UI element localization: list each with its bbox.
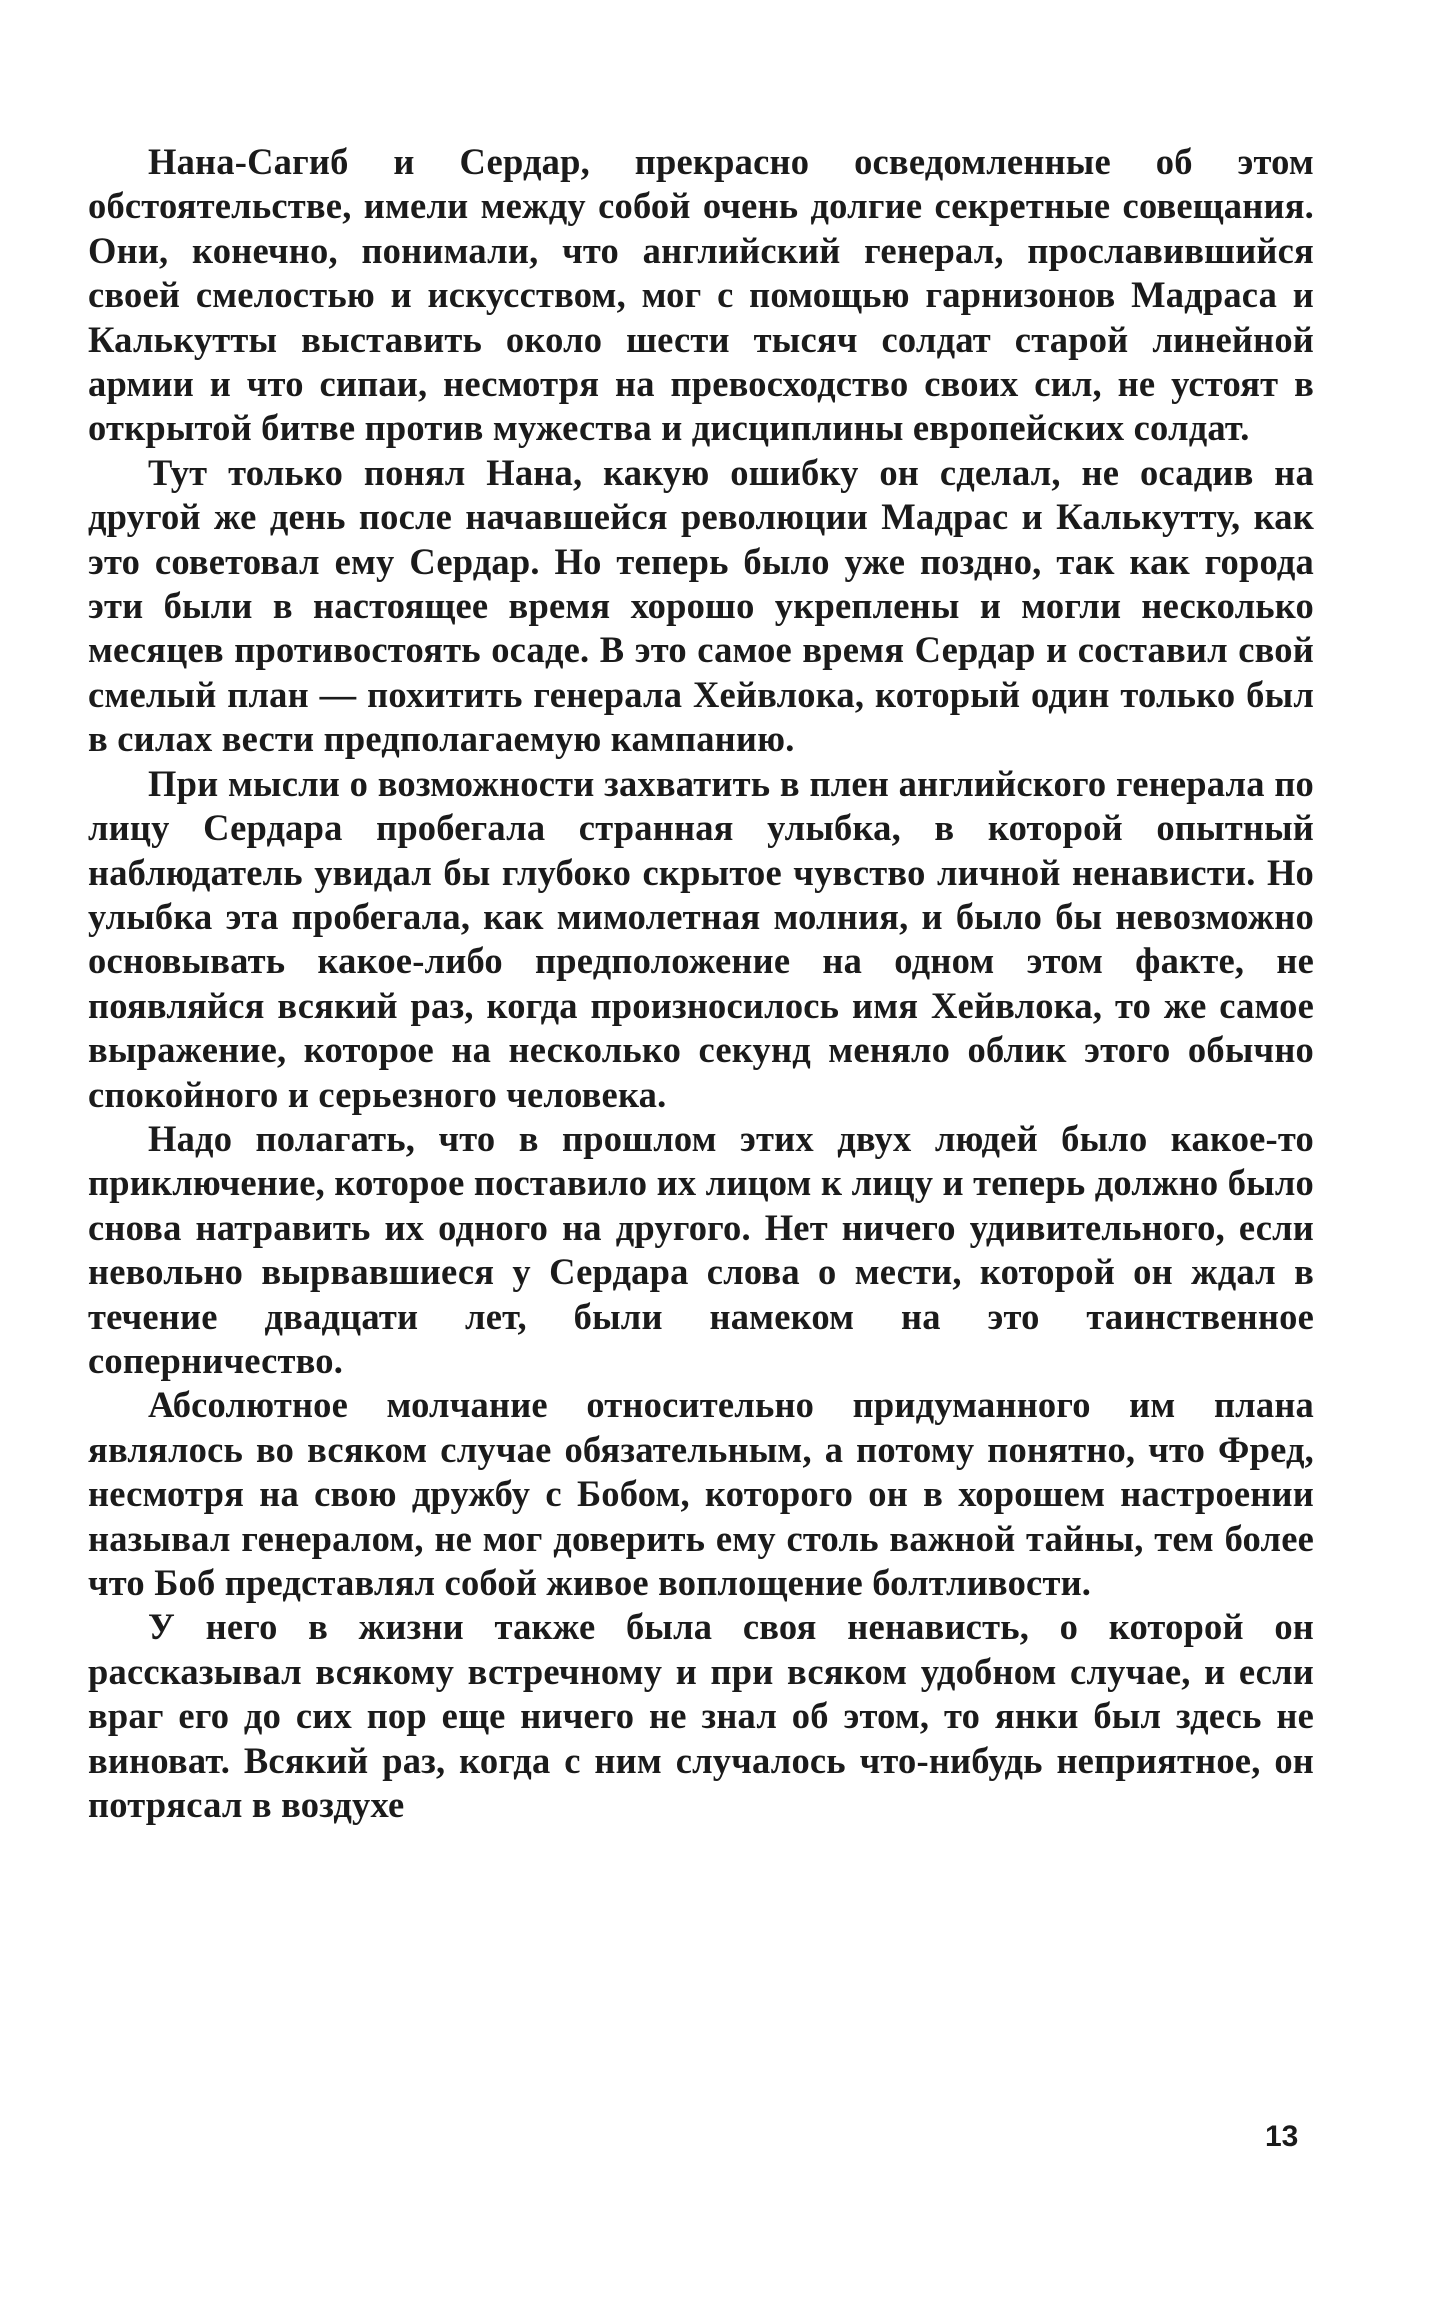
paragraph-6: У него в жизни также была своя ненависть, о которой он рассказывал всякому встречному и при всяком удобном случае, и если враг его до сих пор еще ничего не знал об этом, то янки был здесь не виноват. Всякий раз, когда с ним случалось что-нибудь неприятное, он потрясал в воздухе xyxy=(88,1606,1314,1826)
paragraph-5: Абсолютное молчание относительно придуманного им плана являлось во всяком случае обязательным, а потому понятно, что Фред, несмотря на свою дружбу с Бобом, которого он в хорошем настроении называл генералом, не мог доверить ему столь важной тайны, тем более что Боб представлял собой живое воплощение болтливости. xyxy=(88,1384,1314,1603)
body-text xyxy=(88,140,1314,1827)
page-number: 13 xyxy=(1265,2120,1299,2153)
paragraph-1: Нана-Сагиб и Сердар, прекрасно осведомленные об этом обстоятельстве, имели между собой очень долгие секретные совещания. Они, конечно, понимали, что английский генерал, прославившийся своей смелостью и искусством, мог с помощью гарнизонов Мадраса и Калькутты выставить около шести тысяч солдат старой линейной армии и что сипаи, несмотря на превосходство своих сил, не устоят в открытой битве против мужества и дисциплины европейских солдат. xyxy=(88,141,1314,449)
paragraph-3: При мысли о возможности захватить в плен английского генерала по лицу Сердара пробегала странная улыбка, в которой опытный наблюдатель увидал бы глубоко скрытое чувство личной ненависти. Но улыбка эта пробегала, как мимолетная молния, и было бы невозможно основывать какое-либо предположение на одном этом факте, не появляйся всякий раз, когда произносилось имя Хейвлока, то же самое выражение, которое на несколько секунд меняло облик этого обычно спокойного и серьезного человека. xyxy=(88,762,1314,1115)
paragraph-4: Надо полагать, что в прошлом этих двух людей было какое-то приключение, которое поставило их лицом к лицу и теперь должно было снова натравить их одного на другого. Нет ничего удивительного, если невольно вырвавшиеся у Сердара слова о мести, которой он ждал в течение двадцати лет, были намеком на это таинственное соперничество. xyxy=(88,1117,1314,1381)
paragraph-2: Тут только понял Нана, какую ошибку он сделал, не осадив на другой же день после начавшейся революции Мадрас и Калькутту, как это советовал ему Сердар. Но теперь было уже поздно, так как города эти были в настоящее время хорошо укреплены и могли несколько месяцев противостоять осаде. В это самое время Сердар и составил свой смелый план — похитить генерала Хейвлока, который один только был в силах вести предполагаемую кампанию. xyxy=(88,451,1314,760)
